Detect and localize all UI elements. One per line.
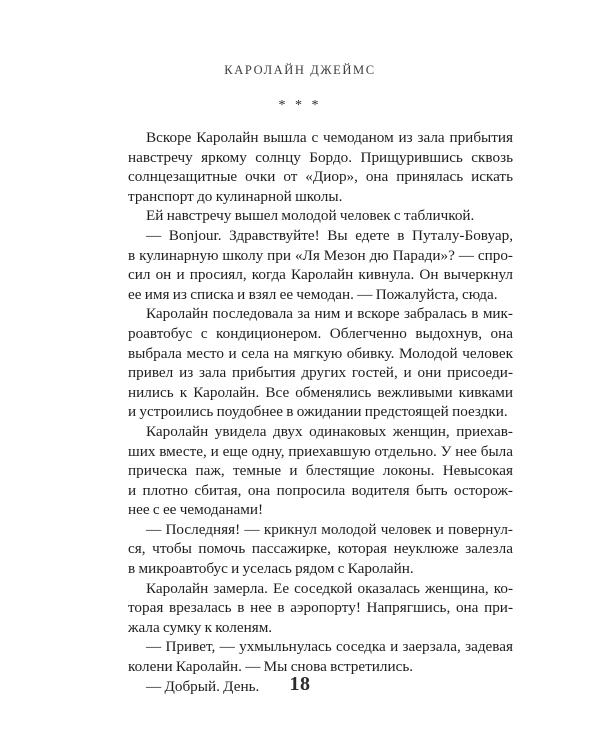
text-line: ее имя из списка и взял ее чемодан. — Пожалуйста, сюда. xyxy=(128,285,498,303)
body-text xyxy=(128,128,513,696)
text-line: в микроавтобус и уселась рядом с Каролайн. xyxy=(128,560,414,578)
text-line: — Добрый. День. xyxy=(146,677,260,695)
text-line: — Привет, — ухмыльнулась соседка и заерзала, задевая xyxy=(146,638,513,656)
text-line: прическа паж, темные и блестящие локоны. Невысокая xyxy=(128,462,513,480)
paragraph xyxy=(128,128,513,206)
text-line: — Bonjour. Здравствуйте! Вы едете в Путалу-Бовуар, xyxy=(146,226,513,244)
text-line: Каролайн увидела двух одинаковых женщин, приехав- xyxy=(146,422,513,440)
text-line: Каролайн последовала за ним и вскоре забралась в мик- xyxy=(146,305,513,323)
text-line: и плотно сбитая, она попросила водителя быть осторож- xyxy=(128,481,513,499)
text-line: навстречу яркому солнцу Бордо. Прищурившись сквозь xyxy=(128,148,513,166)
paragraph xyxy=(128,422,513,520)
text-line: Каролайн замерла. Ее соседкой оказалась женщина, ко- xyxy=(146,579,513,597)
running-head: КАРОЛАЙН ДЖЕЙМС xyxy=(224,63,376,77)
text-line: солнцезащитные очки от «Диор», она принялась искать xyxy=(128,168,513,186)
section-break-ornament: * * * xyxy=(278,98,322,113)
text-line: сил он и просиял, когда Каролайн кивнула. Он вычеркнул xyxy=(128,266,513,284)
text-line: выбрала место и села на мягкую обивку. Молодой человек xyxy=(128,344,513,362)
paragraph xyxy=(128,579,513,638)
paragraph xyxy=(128,520,513,579)
text-line: ших вместе, и еще одну, приехавшую отдельно. У нее была xyxy=(128,442,513,460)
text-line: Вскоре Каролайн вышла с чемоданом из зала прибытия xyxy=(146,129,513,146)
text-line: Ей навстречу вышел молодой человек с табличкой. xyxy=(146,207,475,225)
text-line: ся, чтобы помочь пассажирке, которая неуклюже залезла xyxy=(128,540,513,558)
text-line: нее с ее чемоданами! xyxy=(128,501,264,519)
paragraph xyxy=(128,304,513,422)
paragraph xyxy=(128,206,513,226)
text-line: торая врезалась в нее в аэропорту! Напрягшись, она при- xyxy=(128,599,513,617)
text-line: транспорт до кулинарной школы. xyxy=(128,187,343,205)
text-line: колени Каролайн. — Мы снова встретились. xyxy=(128,658,414,676)
text-line: в кулинарную школу при «Ля Мезон дю Паради»? — спро- xyxy=(128,246,513,264)
text-line: жала сумку к коленям. xyxy=(128,618,273,636)
text-line: — Последняя! — крикнул молодой человек и повернул- xyxy=(146,520,513,538)
paragraph xyxy=(128,226,513,304)
text-line: и устроились поудобнее в ожидании предстоящей поездки. xyxy=(128,403,508,421)
text-line: нились к Каролайн. Все обменялись вежливыми кивками xyxy=(128,383,513,401)
text-line: привел из зала прибытия других гостей, и они присоеди- xyxy=(128,364,513,382)
paragraph xyxy=(128,637,513,676)
page-number: 18 xyxy=(289,673,311,695)
text-line: роавтобус с кондиционером. Облегченно выдохнув, она xyxy=(128,324,513,342)
